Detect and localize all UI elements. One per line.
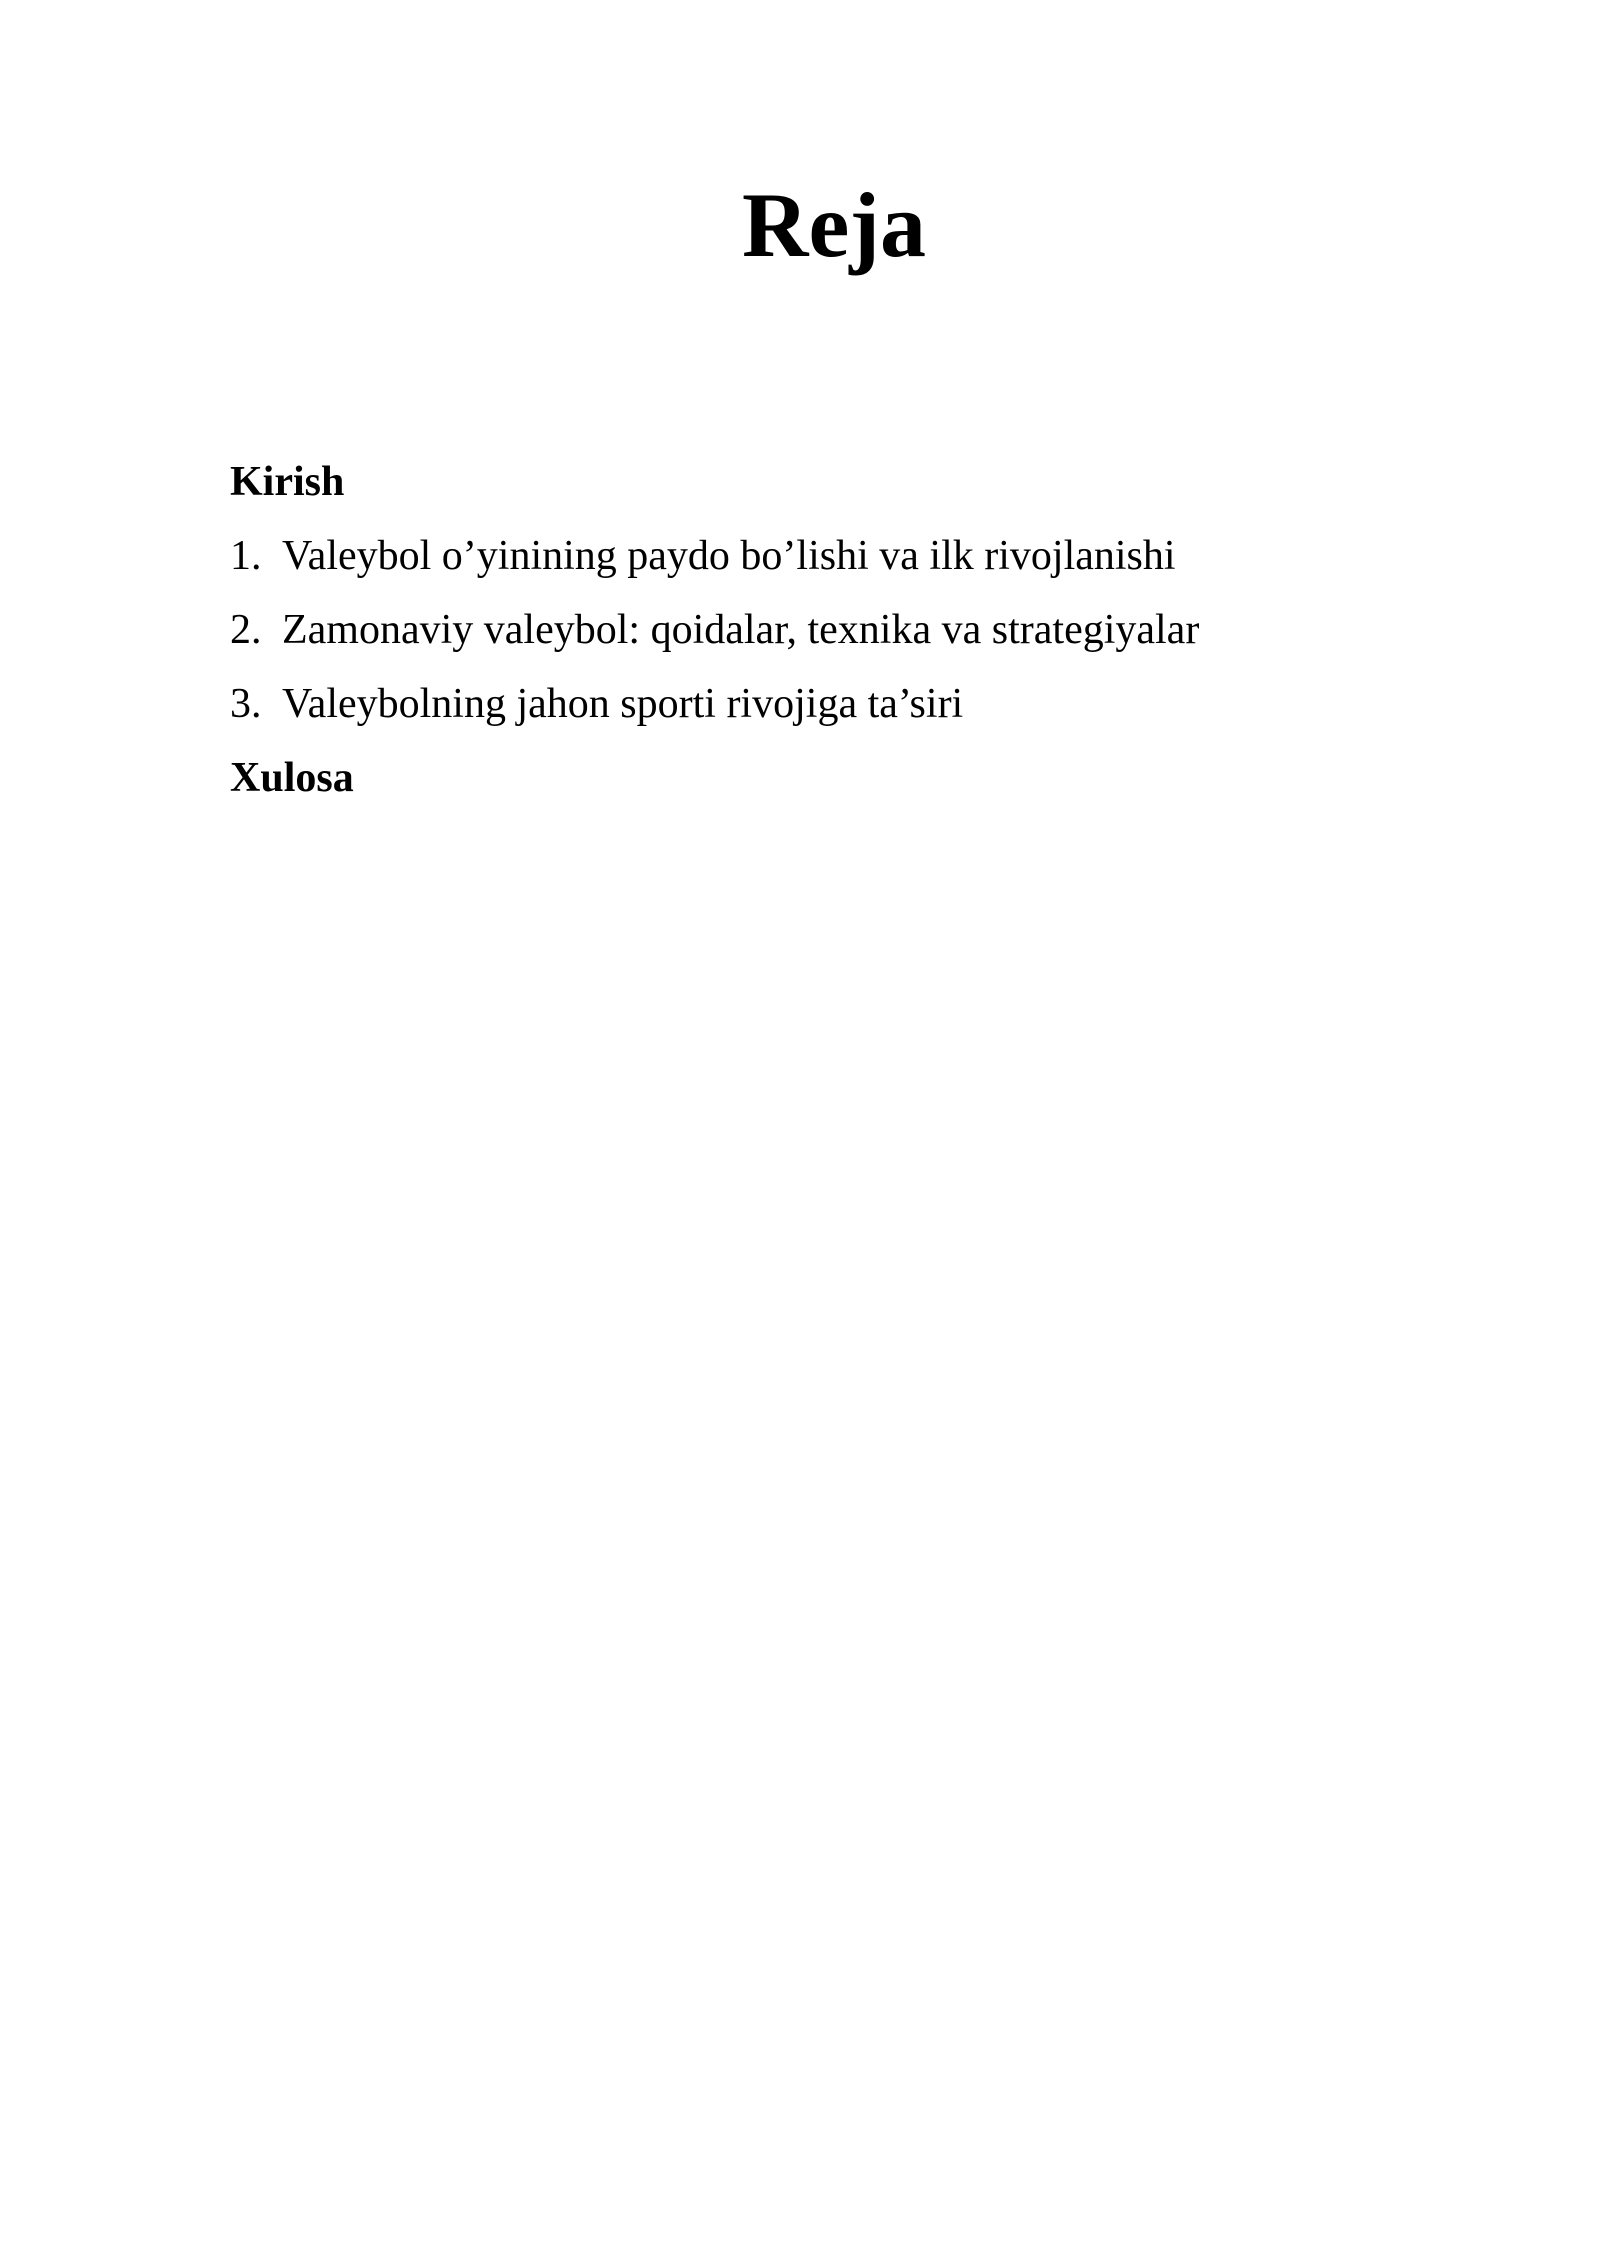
list-item [230, 667, 1430, 741]
intro-heading: Kirish [230, 459, 345, 505]
list-item-text: Valeybol o’yinining paydo bo’lishi va ilk rivojlanishi [282, 533, 1176, 579]
list-item-text: Zamonaviy valeybol: qoidalar, texnika va strategiyalar [282, 607, 1200, 653]
list-item-text: Valeybolning jahon sporti rivojiga ta’siri [282, 681, 964, 727]
conclusion-heading: Xulosa [230, 755, 354, 801]
list-item-number: 1. [230, 533, 262, 579]
list-item [230, 593, 1430, 667]
plan-outline [230, 445, 1430, 815]
plan-list [230, 519, 1430, 741]
list-item [230, 519, 1430, 593]
list-item-number: 3. [230, 681, 262, 727]
list-item-number: 2. [230, 607, 262, 653]
page-title: Reja [742, 174, 926, 276]
